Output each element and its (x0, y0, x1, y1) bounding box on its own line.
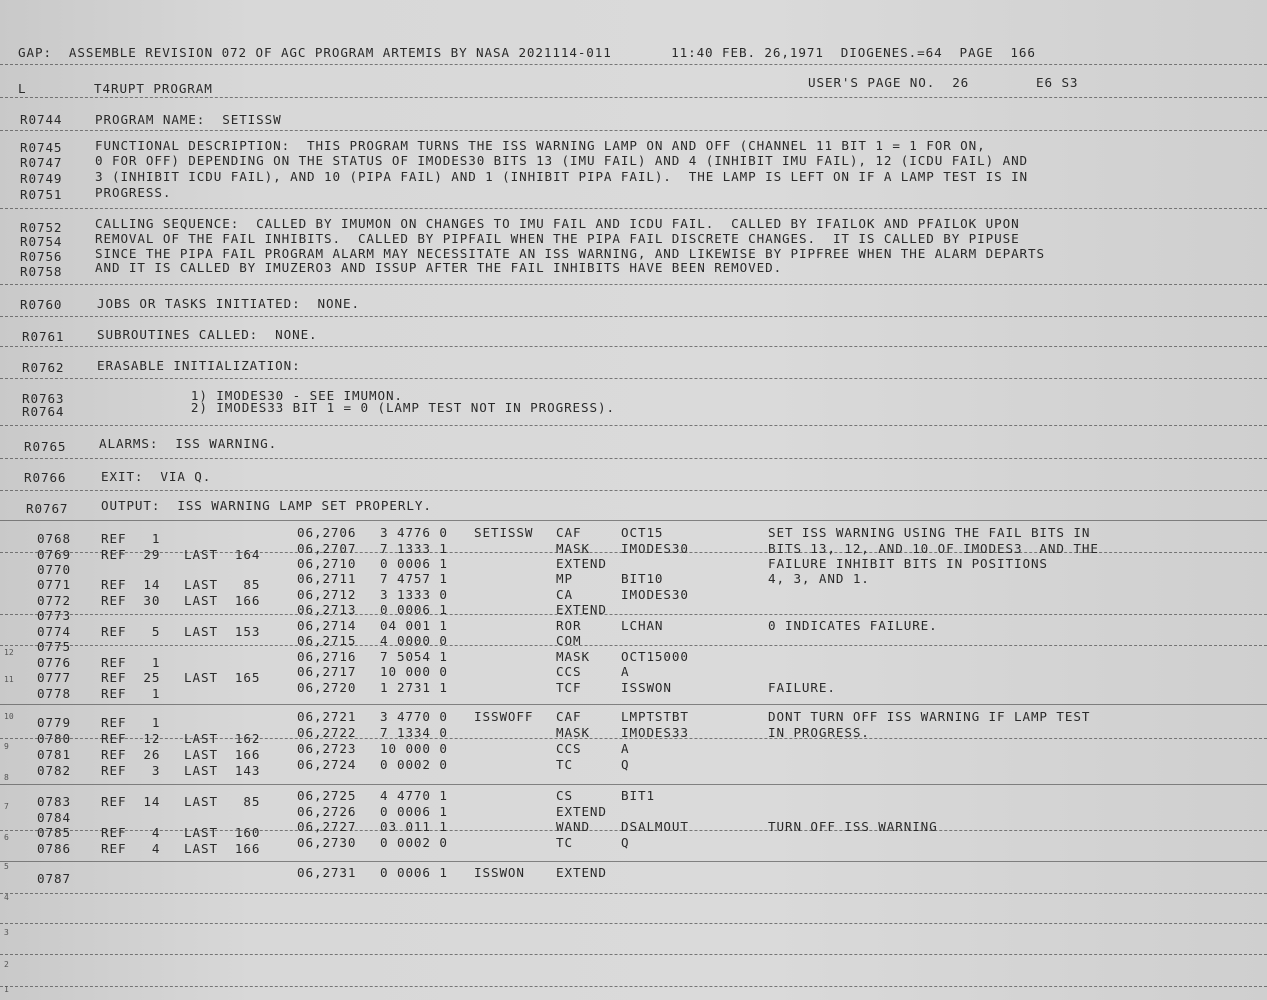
octal-word: 10 000 0 (380, 664, 448, 679)
comment: 0 INDICATES FAILURE. (768, 618, 938, 633)
perforation-rule (0, 923, 1267, 924)
memory-address: 06,2722 (297, 725, 357, 740)
octal-word: 7 1334 0 (380, 725, 448, 740)
operand: IMODES30 (621, 541, 689, 556)
octal-word: 0 0006 1 (380, 602, 448, 617)
perforation-rule (0, 97, 1267, 98)
memory-address: 06,2716 (297, 649, 357, 664)
remark-text: ALARMS: ISS WARNING. (99, 436, 278, 451)
octal-word: 0 0002 0 (380, 757, 448, 772)
perforation-rule (0, 458, 1267, 459)
remark-text: OUTPUT: ISS WARNING LAMP SET PROPERLY. (101, 498, 432, 513)
ref-count: REF 4 (101, 841, 161, 856)
memory-address: 06,2726 (297, 804, 357, 819)
ref-count: REF 29 (101, 547, 161, 562)
listing-line-number: 0785 (37, 825, 71, 840)
margin-mark: 4 (4, 893, 9, 902)
ref-count: REF 26 (101, 747, 161, 762)
opcode: TC (556, 757, 573, 772)
remark-line-number: R0766 (24, 470, 67, 485)
perforation-rule (0, 986, 1267, 987)
comment: TURN OFF ISS WARNING (768, 819, 938, 834)
perforation-rule (0, 284, 1267, 285)
ref-count: REF 4 (101, 825, 161, 840)
memory-address: 06,2727 (297, 819, 357, 834)
last-reference: LAST 166 (184, 747, 261, 762)
listing-line-number: 0787 (37, 871, 71, 886)
opcode: CAF (556, 709, 582, 724)
remark-line-number: R0763 (22, 391, 65, 406)
last-reference: LAST 162 (184, 731, 261, 746)
memory-address: 06,2715 (297, 633, 357, 648)
remark-text: SUBROUTINES CALLED: NONE. (97, 327, 318, 342)
opcode: MASK (556, 541, 590, 556)
listing-line-number: 0779 (37, 715, 71, 730)
remark-text: 0 FOR OFF) DEPENDING ON THE STATUS OF IMODES30 BITS 13 (IMU FAIL) AND 4 (INHIBIT IMU FAIL), 12 (ICDU FAIL) AND (95, 153, 1029, 168)
operand: IMODES33 (621, 725, 689, 740)
listing-line-number: 0782 (37, 763, 71, 778)
comment: SET ISS WARNING USING THE FAIL BITS IN (768, 525, 1091, 540)
listing-line-number: 0775 (37, 639, 71, 654)
comment: 4, 3, AND 1. (768, 571, 870, 586)
operand: LCHAN (621, 618, 664, 633)
listing-line-number: 0769 (37, 547, 71, 562)
perforation-rule (0, 130, 1267, 131)
ref-count: REF 3 (101, 763, 161, 778)
octal-word: 7 4757 1 (380, 571, 448, 586)
operand: Q (621, 757, 630, 772)
memory-address: 06,2710 (297, 556, 357, 571)
section-rule (0, 520, 1267, 521)
remark-line-number: R0745 (20, 140, 63, 155)
listing-line-number: 0773 (37, 608, 71, 623)
listing-line-number: 0774 (37, 624, 71, 639)
octal-word: 7 5054 1 (380, 649, 448, 664)
operand: DSALMOUT (621, 819, 689, 834)
listing-line-number: 0768 (37, 531, 71, 546)
comment: DONT TURN OFF ISS WARNING IF LAMP TEST (768, 709, 1091, 724)
octal-word: 3 4770 0 (380, 709, 448, 724)
memory-address: 06,2723 (297, 741, 357, 756)
ref-count: REF 12 (101, 731, 161, 746)
opcode: COM (556, 633, 582, 648)
ref-count: REF 30 (101, 593, 161, 608)
memory-address: 06,2721 (297, 709, 357, 724)
perforation-rule (0, 645, 1267, 646)
last-reference: LAST 85 (184, 577, 261, 592)
memory-address: 06,2717 (297, 664, 357, 679)
opcode: CS (556, 788, 573, 803)
perforation-rule (0, 64, 1267, 65)
listing-line-number: 0784 (37, 810, 71, 825)
memory-address: 06,2731 (297, 865, 357, 880)
remark-line-number: R0752 (20, 220, 63, 235)
operand: OCT15 (621, 525, 664, 540)
listing-line-number: 0778 (37, 686, 71, 701)
opcode: EXTEND (556, 865, 607, 880)
remark-line-number: R0756 (20, 249, 63, 264)
octal-word: 10 000 0 (380, 741, 448, 756)
remark-text: SINCE THE PIPA FAIL PROGRAM ALARM MAY NECESSITATE AN ISS WARNING, AND LIKEWISE BY PIPFREE WHEN THE ALARM DEPARTS (95, 246, 1045, 261)
memory-address: 06,2725 (297, 788, 357, 803)
section-rule (0, 784, 1267, 785)
users-page-number: USER'S PAGE NO. 26 (808, 75, 970, 90)
operand: A (621, 664, 630, 679)
memory-address: 06,2720 (297, 680, 357, 695)
listing-line-number: 0783 (37, 794, 71, 809)
opcode: MASK (556, 649, 590, 664)
listing-line-number: 0781 (37, 747, 71, 762)
operand: BIT10 (621, 571, 664, 586)
memory-address: 06,2713 (297, 602, 357, 617)
last-reference: LAST 85 (184, 794, 261, 809)
operand: OCT15000 (621, 649, 689, 664)
operand: IMODES30 (621, 587, 689, 602)
listing-line-number: 0772 (37, 593, 71, 608)
remark-line-number: R0762 (22, 360, 65, 375)
octal-word: 3 1333 0 (380, 587, 448, 602)
operand: BIT1 (621, 788, 655, 803)
margin-mark: 5 (4, 862, 9, 871)
last-reference: LAST 166 (184, 593, 261, 608)
margin-mark: 12 (4, 648, 14, 657)
remark-line-number: R0765 (24, 439, 67, 454)
remark-line-number: R0749 (20, 171, 63, 186)
opcode: MP (556, 571, 573, 586)
listing-line-number: 0777 (37, 670, 71, 685)
ref-count: REF 1 (101, 655, 161, 670)
assembly-header: GAP: ASSEMBLE REVISION 072 OF AGC PROGRAM ARTEMIS BY NASA 2021114-011 11:40 FEB. 26,1971 DIOGENES.=64 PAGE 166 (18, 45, 1036, 60)
octal-word: 4 4770 1 (380, 788, 448, 803)
remark-line-number: R0760 (20, 297, 63, 312)
ref-count: REF 14 (101, 577, 161, 592)
remark-text: PROGRAM NAME: SETISSW (95, 112, 282, 127)
remark-text: PROGRESS. (95, 185, 172, 200)
opcode: MASK (556, 725, 590, 740)
listing-line-number: 0776 (37, 655, 71, 670)
symbol-label: SETISSW (474, 525, 534, 540)
memory-address: 06,2714 (297, 618, 357, 633)
remark-text: REMOVAL OF THE FAIL INHIBITS. CALLED BY PIPFAIL WHEN THE PIPA FAIL DISCRETE CHANGES. IT IS CALLED BY PIPUSE (95, 231, 1020, 246)
margin-mark: 11 (4, 675, 14, 684)
listing-line-number: 0786 (37, 841, 71, 856)
remark-text: EXIT: VIA Q. (101, 469, 212, 484)
listing-line-number: 0770 (37, 562, 71, 577)
last-reference: LAST 143 (184, 763, 261, 778)
memory-address: 06,2706 (297, 525, 357, 540)
margin-mark: 9 (4, 742, 9, 751)
comment: FAILURE INHIBIT BITS IN POSITIONS (768, 556, 1048, 571)
margin-mark: 10 (4, 712, 14, 721)
octal-word: 03 011 1 (380, 819, 448, 834)
remark-text: CALLING SEQUENCE: CALLED BY IMUMON ON CHANGES TO IMU FAIL AND ICDU FAIL. CALLED BY IFAILOK AND PFAILOK UPON (95, 216, 1020, 231)
last-reference: LAST 166 (184, 841, 261, 856)
opcode: TCF (556, 680, 582, 695)
symbol-label: ISSWON (474, 865, 525, 880)
comment: BITS 13, 12, AND 10 OF IMODES3 AND THE (768, 541, 1099, 556)
margin-mark: 2 (4, 960, 9, 969)
last-reference: LAST 153 (184, 624, 261, 639)
octal-word: 0 0006 1 (380, 804, 448, 819)
listing-line-number: 0780 (37, 731, 71, 746)
octal-word: 7 1333 1 (380, 541, 448, 556)
memory-address: 06,2707 (297, 541, 357, 556)
comment: FAILURE. (768, 680, 836, 695)
perforation-rule (0, 378, 1267, 379)
octal-word: 0 0002 0 (380, 835, 448, 850)
ref-count: REF 1 (101, 686, 161, 701)
perforation-rule (0, 954, 1267, 955)
perforation-rule (0, 614, 1267, 615)
octal-word: 0 0006 1 (380, 865, 448, 880)
remark-text: 1) IMODES30 - SEE IMUMON. (123, 388, 403, 403)
memory-address: 06,2711 (297, 571, 357, 586)
remark-line-number: R0764 (22, 404, 65, 419)
margin-mark: 7 (4, 802, 9, 811)
remark-text: 2) IMODES33 BIT 1 = 0 (LAMP TEST NOT IN PROGRESS). (123, 400, 615, 415)
perforation-rule (0, 425, 1267, 426)
ref-count: REF 14 (101, 794, 161, 809)
margin-mark: 8 (4, 773, 9, 782)
operand: ISSWON (621, 680, 672, 695)
octal-word: 0 0006 1 (380, 556, 448, 571)
memory-address: 06,2724 (297, 757, 357, 772)
last-reference: LAST 164 (184, 547, 261, 562)
remark-line-number: R0754 (20, 234, 63, 249)
margin-mark: 1 (4, 985, 9, 994)
margin-mark: 6 (4, 833, 9, 842)
perforation-rule (0, 208, 1267, 209)
octal-word: 4 0000 0 (380, 633, 448, 648)
log-section-mark: L (18, 81, 27, 96)
remark-text: ERASABLE INITIALIZATION: (97, 358, 301, 373)
perforation-rule (0, 316, 1267, 317)
octal-word: 3 4776 0 (380, 525, 448, 540)
remark-line-number: R0751 (20, 187, 63, 202)
octal-word: 1 2731 1 (380, 680, 448, 695)
ref-count: REF 25 (101, 670, 161, 685)
opcode: WAND (556, 819, 590, 834)
perforation-rule (0, 490, 1267, 491)
remark-line-number: R0758 (20, 264, 63, 279)
ref-count: REF 1 (101, 531, 161, 546)
remark-line-number: R0767 (26, 501, 69, 516)
log-section-title: T4RUPT PROGRAM (94, 81, 213, 96)
remark-text: FUNCTIONAL DESCRIPTION: THIS PROGRAM TURNS THE ISS WARNING LAMP ON AND OFF (CHANNEL 11 BIT 1 = 1 FOR ON, (95, 138, 986, 153)
ref-count: REF 1 (101, 715, 161, 730)
opcode: TC (556, 835, 573, 850)
opcode: CCS (556, 741, 582, 756)
comment: IN PROGRESS. (768, 725, 870, 740)
opcode: CAF (556, 525, 582, 540)
last-reference: LAST 160 (184, 825, 261, 840)
operand: LMPTSTBT (621, 709, 689, 724)
remark-text: JOBS OR TASKS INITIATED: NONE. (97, 296, 360, 311)
section-rule (0, 861, 1267, 862)
opcode: EXTEND (556, 602, 607, 617)
remark-text: 3 (INHIBIT ICDU FAIL), AND 10 (PIPA FAIL) AND 1 (INHIBIT PIPA FAIL). THE LAMP IS LEFT ON IF A LAMP TEST IS IN (95, 169, 1029, 184)
opcode: EXTEND (556, 556, 607, 571)
page-code: E6 S3 (1036, 75, 1079, 90)
operand: Q (621, 835, 630, 850)
octal-word: 04 001 1 (380, 618, 448, 633)
memory-address: 06,2730 (297, 835, 357, 850)
remark-line-number: R0744 (20, 112, 63, 127)
perforation-rule (0, 346, 1267, 347)
opcode: CCS (556, 664, 582, 679)
ref-count: REF 5 (101, 624, 161, 639)
operand: A (621, 741, 630, 756)
last-reference: LAST 165 (184, 670, 261, 685)
perforation-rule (0, 893, 1267, 894)
remark-line-number: R0761 (22, 329, 65, 344)
opcode: EXTEND (556, 804, 607, 819)
listing-line-number: 0771 (37, 577, 71, 592)
opcode: CA (556, 587, 573, 602)
section-rule (0, 704, 1267, 705)
remark-line-number: R0747 (20, 155, 63, 170)
memory-address: 06,2712 (297, 587, 357, 602)
remark-text: AND IT IS CALLED BY IMUZERO3 AND ISSUP AFTER THE FAIL INHIBITS HAVE BEEN REMOVED. (95, 260, 783, 275)
opcode: ROR (556, 618, 582, 633)
symbol-label: ISSWOFF (474, 709, 534, 724)
margin-mark: 3 (4, 928, 9, 937)
